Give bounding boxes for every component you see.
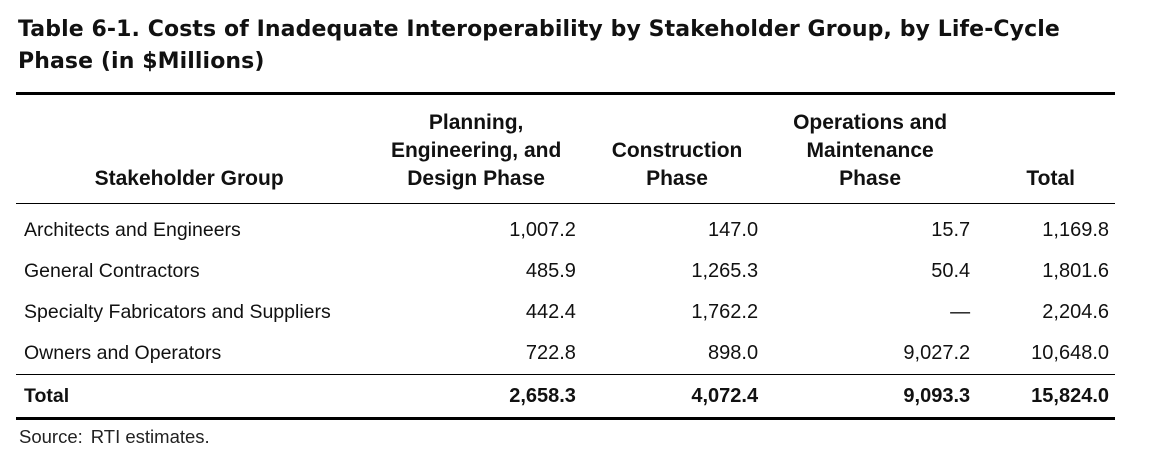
- cell-total: 1,169.8: [1042, 219, 1109, 241]
- row-label: General Contractors: [24, 260, 200, 282]
- cell-planning: 722.8: [525, 342, 576, 364]
- cell-operations: 15.7: [931, 219, 971, 241]
- header-total: Total: [1026, 167, 1075, 190]
- cell-planning: 1,007.2: [509, 219, 576, 241]
- header-stakeholder-group: Stakeholder Group: [94, 167, 284, 190]
- row-label: Architects and Engineers: [24, 219, 241, 241]
- total-construction: 4,072.4: [691, 384, 759, 407]
- total-operations: 9,093.3: [903, 384, 971, 407]
- total-grand: 15,824.0: [1031, 384, 1109, 407]
- header-operations-phase: Operations and Maintenance Phase: [793, 111, 948, 190]
- cell-total: 1,801.6: [1042, 260, 1109, 282]
- cell-operations: 50.4: [931, 260, 971, 282]
- total-row: [16, 375, 1115, 419]
- header-row: [16, 94, 1115, 204]
- row-label: Specialty Fabricators and Suppliers: [24, 301, 331, 323]
- cell-planning: 485.9: [525, 260, 576, 282]
- cell-construction: 1,762.2: [691, 301, 759, 323]
- table-row: [16, 204, 1115, 252]
- cell-operations: —: [950, 301, 971, 323]
- source-note: [19, 426, 210, 448]
- header-construction-phase: Construction Phase: [611, 139, 743, 190]
- cell-construction: 147.0: [708, 219, 759, 241]
- table-body: [16, 204, 1115, 419]
- table-header: [16, 94, 1115, 204]
- row-label: Owners and Operators: [24, 342, 222, 364]
- cost-table: [16, 92, 1115, 420]
- total-label: Total: [24, 384, 70, 407]
- cell-construction: 1,265.3: [691, 260, 759, 282]
- cell-total: 2,204.6: [1042, 301, 1109, 323]
- table-row: [16, 251, 1115, 292]
- source-text: RTI estimates.: [90, 426, 210, 447]
- cell-planning: 442.4: [525, 301, 576, 323]
- cell-total: 10,648.0: [1031, 342, 1109, 364]
- cell-construction: 898.0: [708, 342, 759, 364]
- header-planning-phase: Planning, Engineering, and Design Phase: [390, 111, 562, 190]
- cell-operations: 9,027.2: [903, 342, 971, 364]
- total-planning: 2,658.3: [509, 384, 576, 407]
- table-row: [16, 292, 1115, 333]
- table-row: [16, 333, 1115, 375]
- cost-table-container: [16, 92, 1115, 420]
- table-title: Table 6-1. Costs of Inadequate Interoperability by Stakeholder Group, by Life-Cycle Phase (in $Millions): [18, 17, 1060, 74]
- source-label: Source:: [19, 426, 83, 447]
